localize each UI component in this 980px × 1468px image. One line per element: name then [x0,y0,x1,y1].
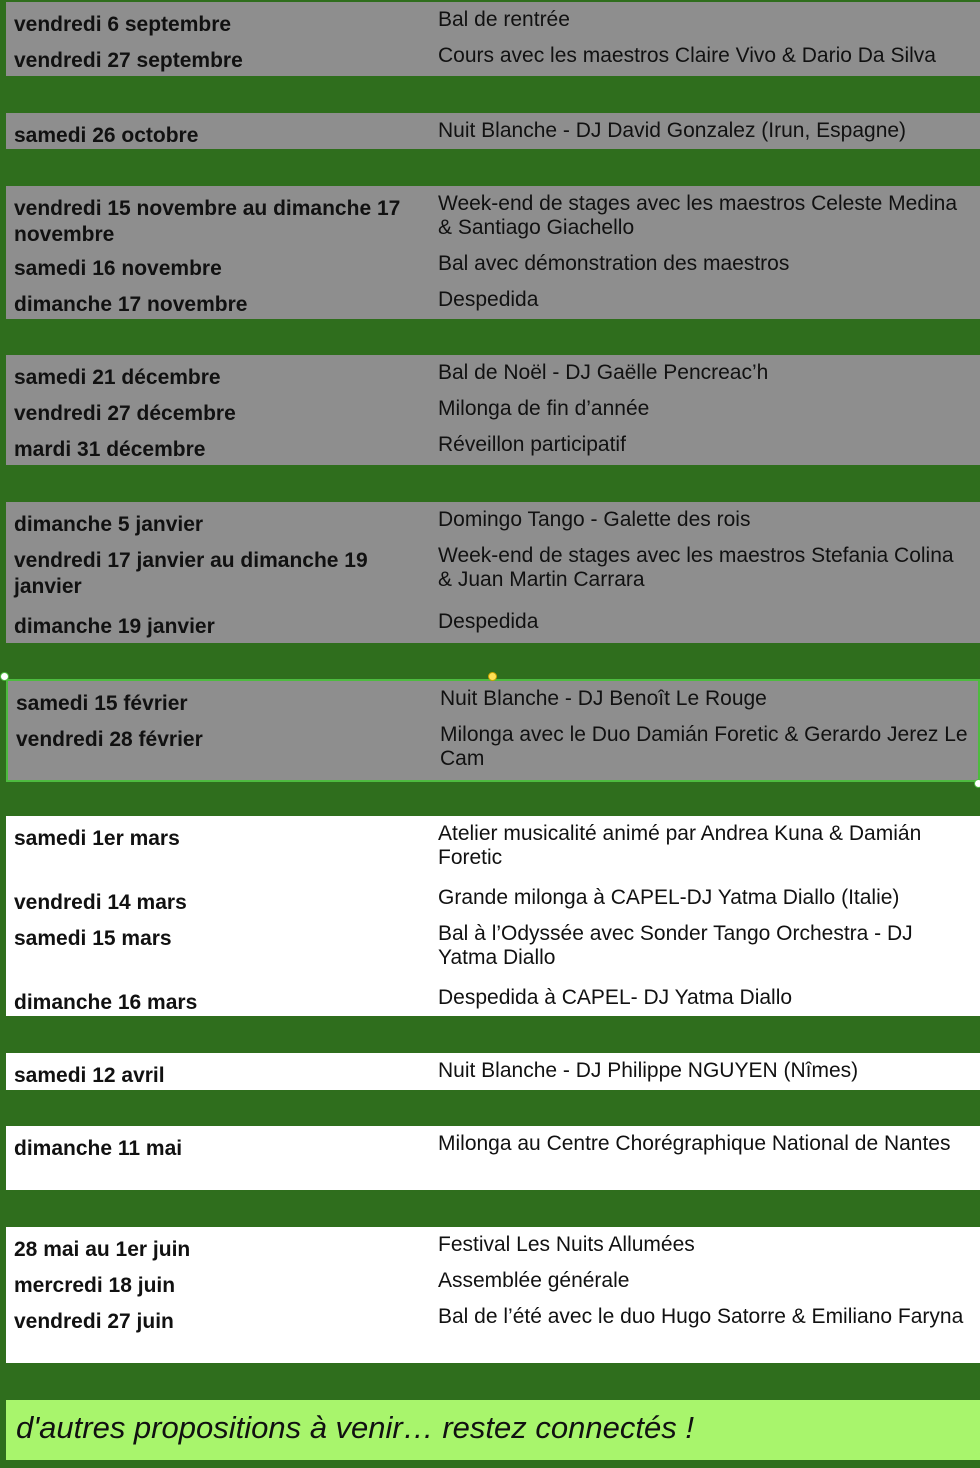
event-row [6,508,980,544]
selection-handle-right[interactable] [974,779,980,788]
event-group [6,816,980,1016]
event-description: Cours avec les maestros Claire Vivo & Dario Da Silva [438,44,936,67]
event-row [6,922,980,986]
event-description: Nuit Blanche - DJ David Gonzalez (Irun, Espagne) [438,119,907,142]
event-row [6,1305,980,1365]
event-date: dimanche 19 janvier [14,615,215,638]
event-row [6,610,980,646]
event-row [6,361,980,397]
event-row [6,192,980,252]
event-date: samedi 1er mars [14,827,180,850]
event-description: Bal de l’été avec le duo Hugo Satorre & Emiliano Faryna [438,1305,964,1328]
event-date: vendredi 27 décembre [14,402,236,425]
event-row [6,1132,980,1192]
event-group [6,2,980,76]
event-date: vendredi 27 juin [14,1310,174,1333]
event-description: Milonga de fin d’année [438,397,650,420]
event-row [6,8,980,44]
event-description: Domingo Tango - Galette des rois [438,508,751,531]
event-description: Milonga avec le Duo Damián Foretic & Gerardo Jerez Le Cam [440,723,968,770]
event-date: 28 mai au 1er juin [14,1238,191,1261]
event-description: Week-end de stages avec les maestros Celeste Medina & Santiago Giachello [438,192,958,239]
event-date: vendredi 17 janvier au dimanche 19 janvier [14,549,368,598]
event-group [6,1126,980,1190]
event-group[interactable] [6,679,980,782]
event-date: mercredi 18 juin [14,1274,176,1297]
event-description: Atelier musicalité animé par Andrea Kuna & Damián Foretic [438,822,922,869]
event-date: samedi 15 mars [14,927,172,950]
event-description: Festival Les Nuits Allumées [438,1233,695,1256]
event-row [6,822,980,886]
event-description: Bal avec démonstration des maestros [438,252,790,275]
event-date: samedi 12 avril [14,1064,165,1087]
event-row [6,1269,980,1305]
event-date: samedi 16 novembre [14,257,222,280]
event-description: Nuit Blanche - DJ Benoît Le Rouge [440,687,767,710]
footer-text: d'autres propositions à venir… restez connectés ! [16,1410,694,1445]
event-row [6,252,980,288]
event-description: Milonga au Centre Chorégraphique National de Nantes [438,1132,951,1155]
event-row [6,433,980,469]
event-date: vendredi 15 novembre au dimanche 17 novembre [14,197,401,246]
event-row [6,288,980,324]
event-date: vendredi 28 février [16,728,203,751]
event-description: Grande milonga à CAPEL-DJ Yatma Diallo (Italie) [438,886,900,909]
event-date: dimanche 5 janvier [14,513,204,536]
event-row [6,1233,980,1269]
event-date: samedi 26 octobre [14,124,199,147]
event-row [6,397,980,433]
event-group [6,1053,980,1090]
selection-handle-left[interactable] [0,672,9,681]
event-date: dimanche 17 novembre [14,293,248,316]
event-row [6,986,980,1022]
event-description: Despedida [438,288,539,311]
event-date: dimanche 11 mai [14,1137,183,1160]
event-row [6,44,980,80]
footer-banner [6,1400,980,1460]
event-row [8,723,978,789]
event-description: Bal de Noël - DJ Gaëlle Pencreac’h [438,361,769,384]
selection-handle-rotate[interactable] [488,672,497,681]
event-row [6,544,980,610]
event-date: samedi 21 décembre [14,366,221,389]
event-row [6,1059,980,1095]
event-group [6,186,980,319]
event-date: samedi 15 février [16,692,188,715]
event-description: Assemblée générale [438,1269,630,1292]
event-description: Bal de rentrée [438,8,570,31]
event-group [6,355,980,465]
event-description: Bal à l’Odyssée avec Sonder Tango Orchestra - DJ Yatma Diallo [438,922,913,969]
event-group [6,113,980,149]
event-date: dimanche 16 mars [14,991,198,1014]
event-description: Despedida [438,610,539,633]
event-description: Week-end de stages avec les maestros Stefania Colina & Juan Martin Carrara [438,544,954,591]
event-row [6,119,980,155]
event-group [6,1227,980,1363]
event-description: Réveillon participatif [438,433,626,456]
event-row [8,687,978,723]
event-description: Nuit Blanche - DJ Philippe NGUYEN (Nîmes) [438,1059,859,1082]
event-row [6,886,980,922]
event-description: Despedida à CAPEL- DJ Yatma Diallo [438,986,793,1009]
event-date: vendredi 27 septembre [14,49,243,72]
event-group [6,502,980,643]
event-date: vendredi 14 mars [14,891,187,914]
event-date: mardi 31 décembre [14,438,206,461]
event-date: vendredi 6 septembre [14,13,232,36]
